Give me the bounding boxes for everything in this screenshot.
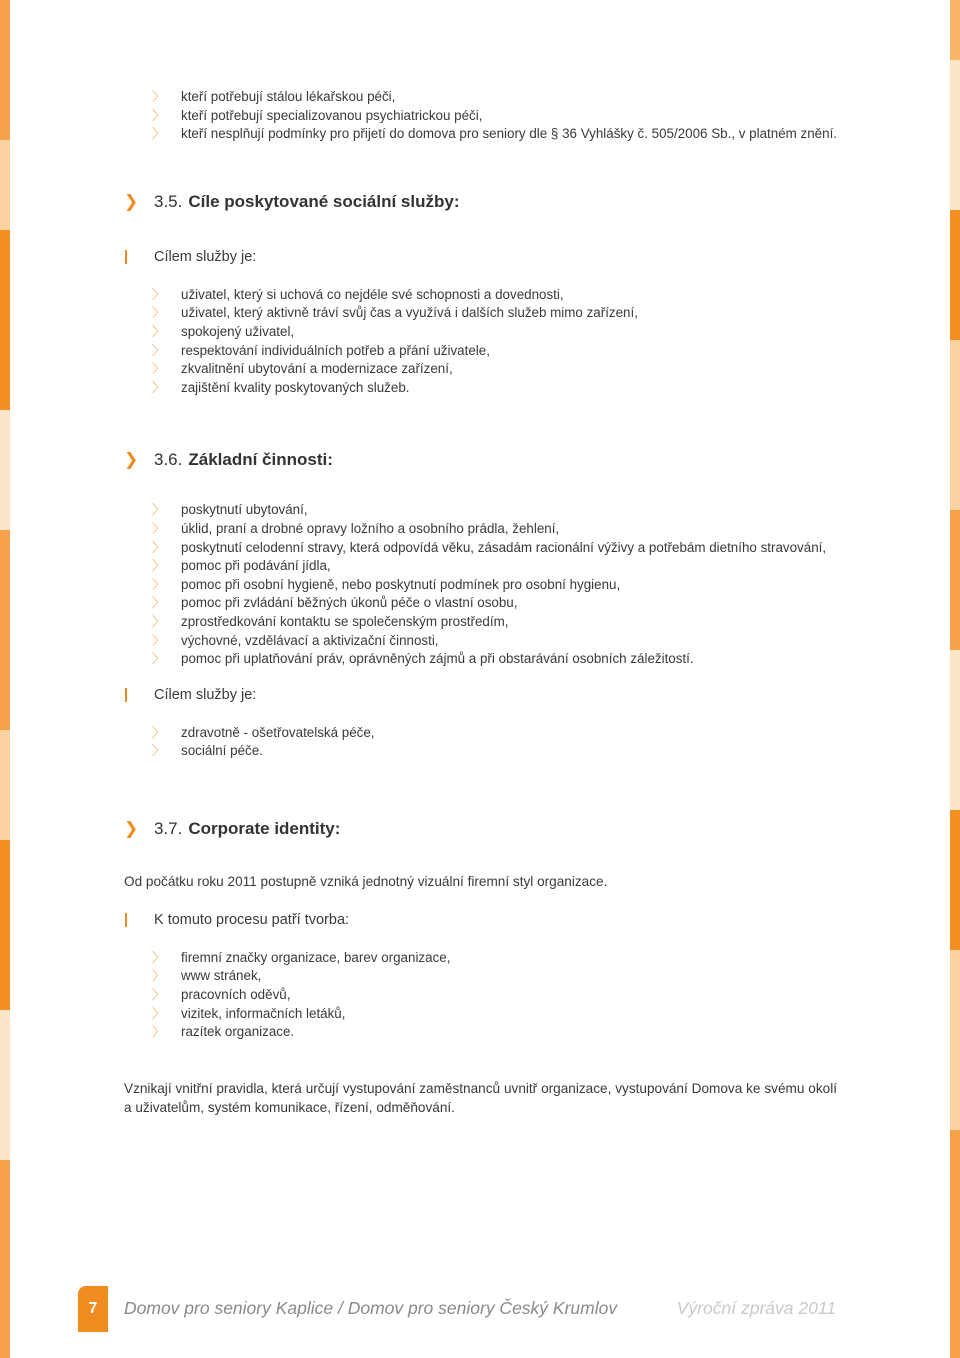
list-item: 〉 výchovné, vzdělávací a aktivizační činnosti, — [124, 632, 837, 651]
chevron-right-icon: 〉 — [152, 286, 166, 302]
list-item: 〉 zprostředkování kontaktu se společenským prostředím, — [124, 613, 837, 632]
list-item: 〉 spokojený uživatel, — [124, 323, 837, 342]
list-item: 〉 www stránek, — [124, 967, 837, 986]
chevron-right-icon: 〉 — [152, 539, 166, 555]
chevron-right-icon: 〉 — [152, 632, 166, 648]
heading-chevron-icon: ❯ — [124, 450, 139, 470]
list-item: 〉 pomoc při osobní hygieně, nebo poskytnutí podmínek pro osobní hygienu, — [124, 576, 837, 595]
list-item: 〉 zajištění kvality poskytovaných služeb. — [124, 379, 837, 398]
vertical-bar-icon — [125, 688, 127, 702]
list-item: 〉 respektování individuálních potřeb a přání uživatele, — [124, 342, 837, 361]
heading-chevron-icon: ❯ — [124, 191, 139, 211]
intro-list — [124, 88, 837, 144]
list-item: 〉 kteří potřebují specializovanou psychiatrickou péči, — [124, 107, 837, 126]
chevron-right-icon: 〉 — [152, 968, 166, 984]
footer-organization: Domov pro seniory Kaplice / Domov pro seniory Český Krumlov — [124, 1298, 618, 1318]
list-item: 〉 kteří nesplňují podmínky pro přijetí do domova pro seniory dle § 36 Vyhlášky č. 505/2006 Sb., v platném znění. — [124, 125, 837, 144]
subheading: Cílem služby je: — [124, 685, 837, 705]
chevron-right-icon: 〉 — [152, 1024, 166, 1040]
chevron-right-icon: 〉 — [152, 305, 166, 321]
goals-list — [124, 286, 837, 398]
list-item: 〉 sociální péče. — [124, 742, 837, 761]
list-item: 〉 pracovních oděvů, — [124, 986, 837, 1005]
list-item: 〉 uživatel, který aktivně tráví svůj čas a využívá i dalších služeb mimo zařízení, — [124, 304, 837, 323]
chevron-right-icon: 〉 — [152, 987, 166, 1003]
list-item: 〉 pomoc při uplatňování práv, oprávněných zájmů a při obstarávání osobních záležitostí. — [124, 650, 837, 669]
chevron-right-icon: 〉 — [152, 342, 166, 358]
chevron-right-icon: 〉 — [152, 949, 166, 965]
chevron-right-icon: 〉 — [152, 576, 166, 592]
list-item: 〉 pomoc při zvládání běžných úkonů péče o vlastní osobu, — [124, 594, 837, 613]
list-item: 〉 poskytnutí celodenní stravy, která odpovídá věku, zásadám racionální výživy a potřebám dietního stravování, — [124, 539, 837, 558]
vertical-bar-icon — [125, 250, 127, 264]
chevron-right-icon: 〉 — [152, 89, 166, 104]
chevron-right-icon: 〉 — [152, 613, 166, 629]
list-item: 〉 poskytnutí ubytování, — [124, 501, 837, 520]
chevron-right-icon: 〉 — [152, 361, 166, 377]
chevron-right-icon: 〉 — [152, 502, 166, 518]
section-heading-3-6: ❯ 3.6. Základní činnosti: — [124, 450, 333, 470]
right-decorative-stripe — [950, 0, 960, 1358]
page-content — [124, 88, 837, 1117]
creation-list — [124, 949, 837, 1042]
chevron-right-icon: 〉 — [152, 107, 166, 123]
list-item: 〉 firemní značky organizace, barev organizace, — [124, 949, 837, 968]
chevron-right-icon: 〉 — [152, 379, 166, 395]
footer-document-title: Výroční zpráva 2011 — [676, 1298, 836, 1318]
chevron-right-icon: 〉 — [152, 651, 166, 667]
vertical-bar-icon — [125, 913, 127, 927]
list-item: 〉 vizitek, informačních letáků, — [124, 1005, 837, 1024]
closing-paragraph: Vznikají vnitřní pravidla, která určují vystupování zaměstnanců uvnitř organizace, vystupování Domova ke svému okolí a uživatelům, systém komunikace, řízení, odměňování. — [124, 1080, 837, 1115]
section-heading-3-7: ❯ 3.7. Corporate identity: — [124, 818, 341, 838]
chevron-right-icon: 〉 — [152, 323, 166, 339]
subheading: K tomuto procesu patří tvorba: — [124, 910, 837, 930]
heading-chevron-icon: ❯ — [124, 818, 139, 838]
list-item: 〉 zdravotně - ošetřovatelská péče, — [124, 724, 837, 743]
left-decorative-stripe — [0, 0, 10, 1358]
list-item: 〉 zkvalitnění ubytování a modernizace zařízení, — [124, 360, 837, 379]
chevron-right-icon: 〉 — [152, 520, 166, 536]
chevron-right-icon: 〉 — [152, 595, 166, 611]
page-number: 7 — [78, 1286, 108, 1332]
chevron-right-icon: 〉 — [152, 1005, 166, 1021]
list-item: 〉 kteří potřebují stálou lékařskou péči, — [124, 88, 837, 107]
chevron-right-icon: 〉 — [152, 724, 166, 740]
corporate-identity-intro: Od počátku roku 2011 postupně vzniká jednotný vizuální firemní styl organizace. — [124, 873, 608, 889]
section-heading-3-5: ❯ 3.5. Cíle poskytované sociální služby: — [124, 191, 460, 211]
chevron-right-icon: 〉 — [152, 743, 166, 759]
goal-items-list — [124, 724, 837, 761]
subheading: Cílem služby je: — [124, 247, 837, 267]
list-item: 〉 pomoc při podávání jídla, — [124, 557, 837, 576]
activities-list — [124, 501, 837, 668]
list-item: 〉 razítek organizace. — [124, 1023, 837, 1042]
chevron-right-icon: 〉 — [152, 126, 166, 142]
page-footer — [0, 1286, 960, 1332]
list-item: 〉 úklid, praní a drobné opravy ložního a osobního prádla, žehlení, — [124, 520, 837, 539]
list-item: 〉 uživatel, který si uchová co nejdéle své schopnosti a dovednosti, — [124, 286, 837, 305]
chevron-right-icon: 〉 — [152, 558, 166, 574]
